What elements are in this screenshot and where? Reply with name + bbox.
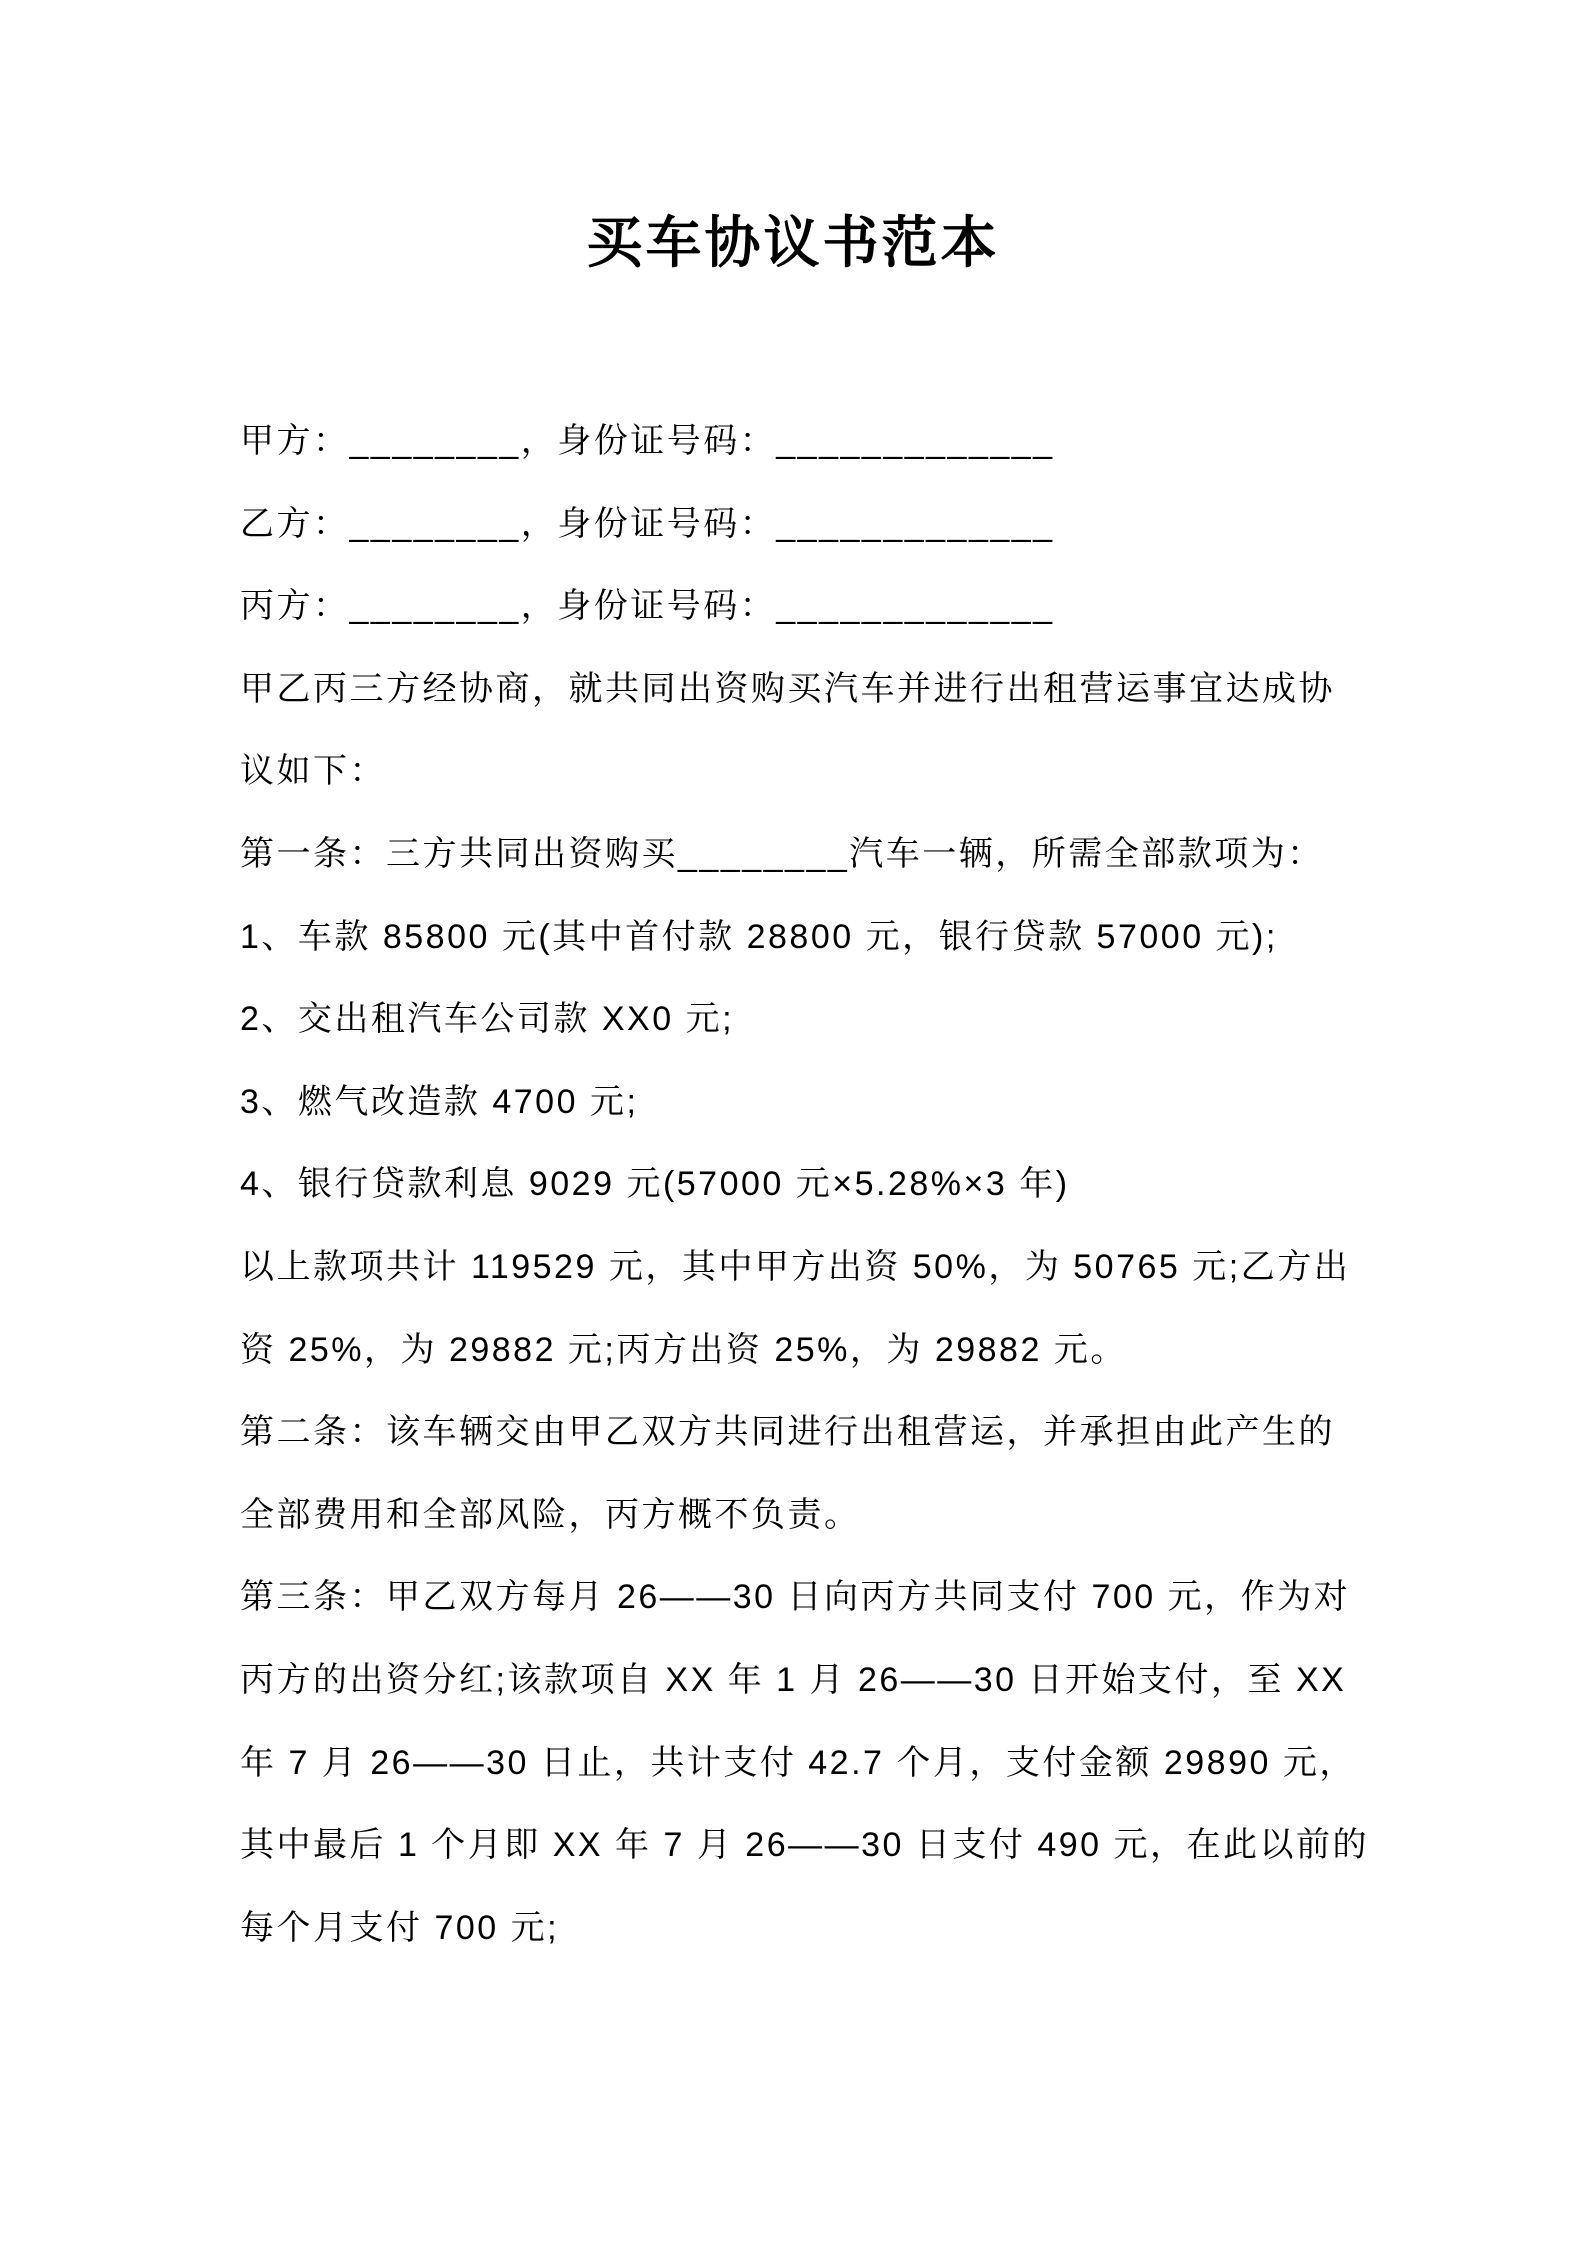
document-line: 丙方的出资分红;该款项自 XX 年 1 月 26——30 日开始支付，至 XX [240, 1660, 1347, 1699]
document-line-party-b: 乙方：________，身份证号码：_____________ [240, 504, 1055, 543]
document-body [240, 400, 1369, 1969]
document-line: 以上款项共计 119529 元，其中甲方出资 50%，为 50765 元;乙方出 [240, 1247, 1351, 1286]
document-line-item-4: 4、银行贷款利息 9029 元(57000 元×5.28%×3 年) [240, 1165, 1070, 1204]
document-line-party-a: 甲方：________，身份证号码：_____________ [240, 422, 1055, 460]
document-line-clause-2: 第二条：该车辆交由甲乙双方共同进行出租营运，并承担由此产生的 [240, 1413, 1335, 1452]
document-title: 买车协议书范本 [586, 211, 1000, 274]
document-line-item-3: 3、燃气改造款 4700 元; [240, 1082, 639, 1121]
document-line: 年 7 月 26——30 日止，共计支付 42.7 个月，支付金额 29890 元， [240, 1743, 1356, 1782]
document-line: 资 25%，为 29882 元;丙方出资 25%，为 29882 元。 [240, 1330, 1127, 1369]
document-line-party-c: 丙方：________，身份证号码：_____________ [240, 587, 1055, 626]
document-line: 议如下： [240, 752, 386, 791]
document-line: 其中最后 1 个月即 XX 年 7 月 26——30 日支付 490 元，在此以前的 [240, 1826, 1369, 1865]
document-line: 每个月支付 700 元; [240, 1908, 560, 1947]
document-line-item-2: 2、交出租汽车公司款 XX0 元; [240, 1000, 735, 1039]
document-line: 全部费用和全部风险，丙方概不负责。 [240, 1495, 861, 1534]
document-line-item-1: 1、车款 85800 元(其中首付款 28800 元，银行贷款 57000 元); [240, 917, 1278, 956]
document-line-clause-1: 第一条：三方共同出资购买________汽车一辆，所需全部款项为： [240, 834, 1324, 873]
document-line-clause-3: 第三条：甲乙双方每月 26——30 日向丙方共同支付 700 元，作为对 [240, 1578, 1351, 1617]
document-line: 甲乙丙三方经协商，就共同出资购买汽车并进行出租营运事宜达成协 [240, 669, 1335, 708]
